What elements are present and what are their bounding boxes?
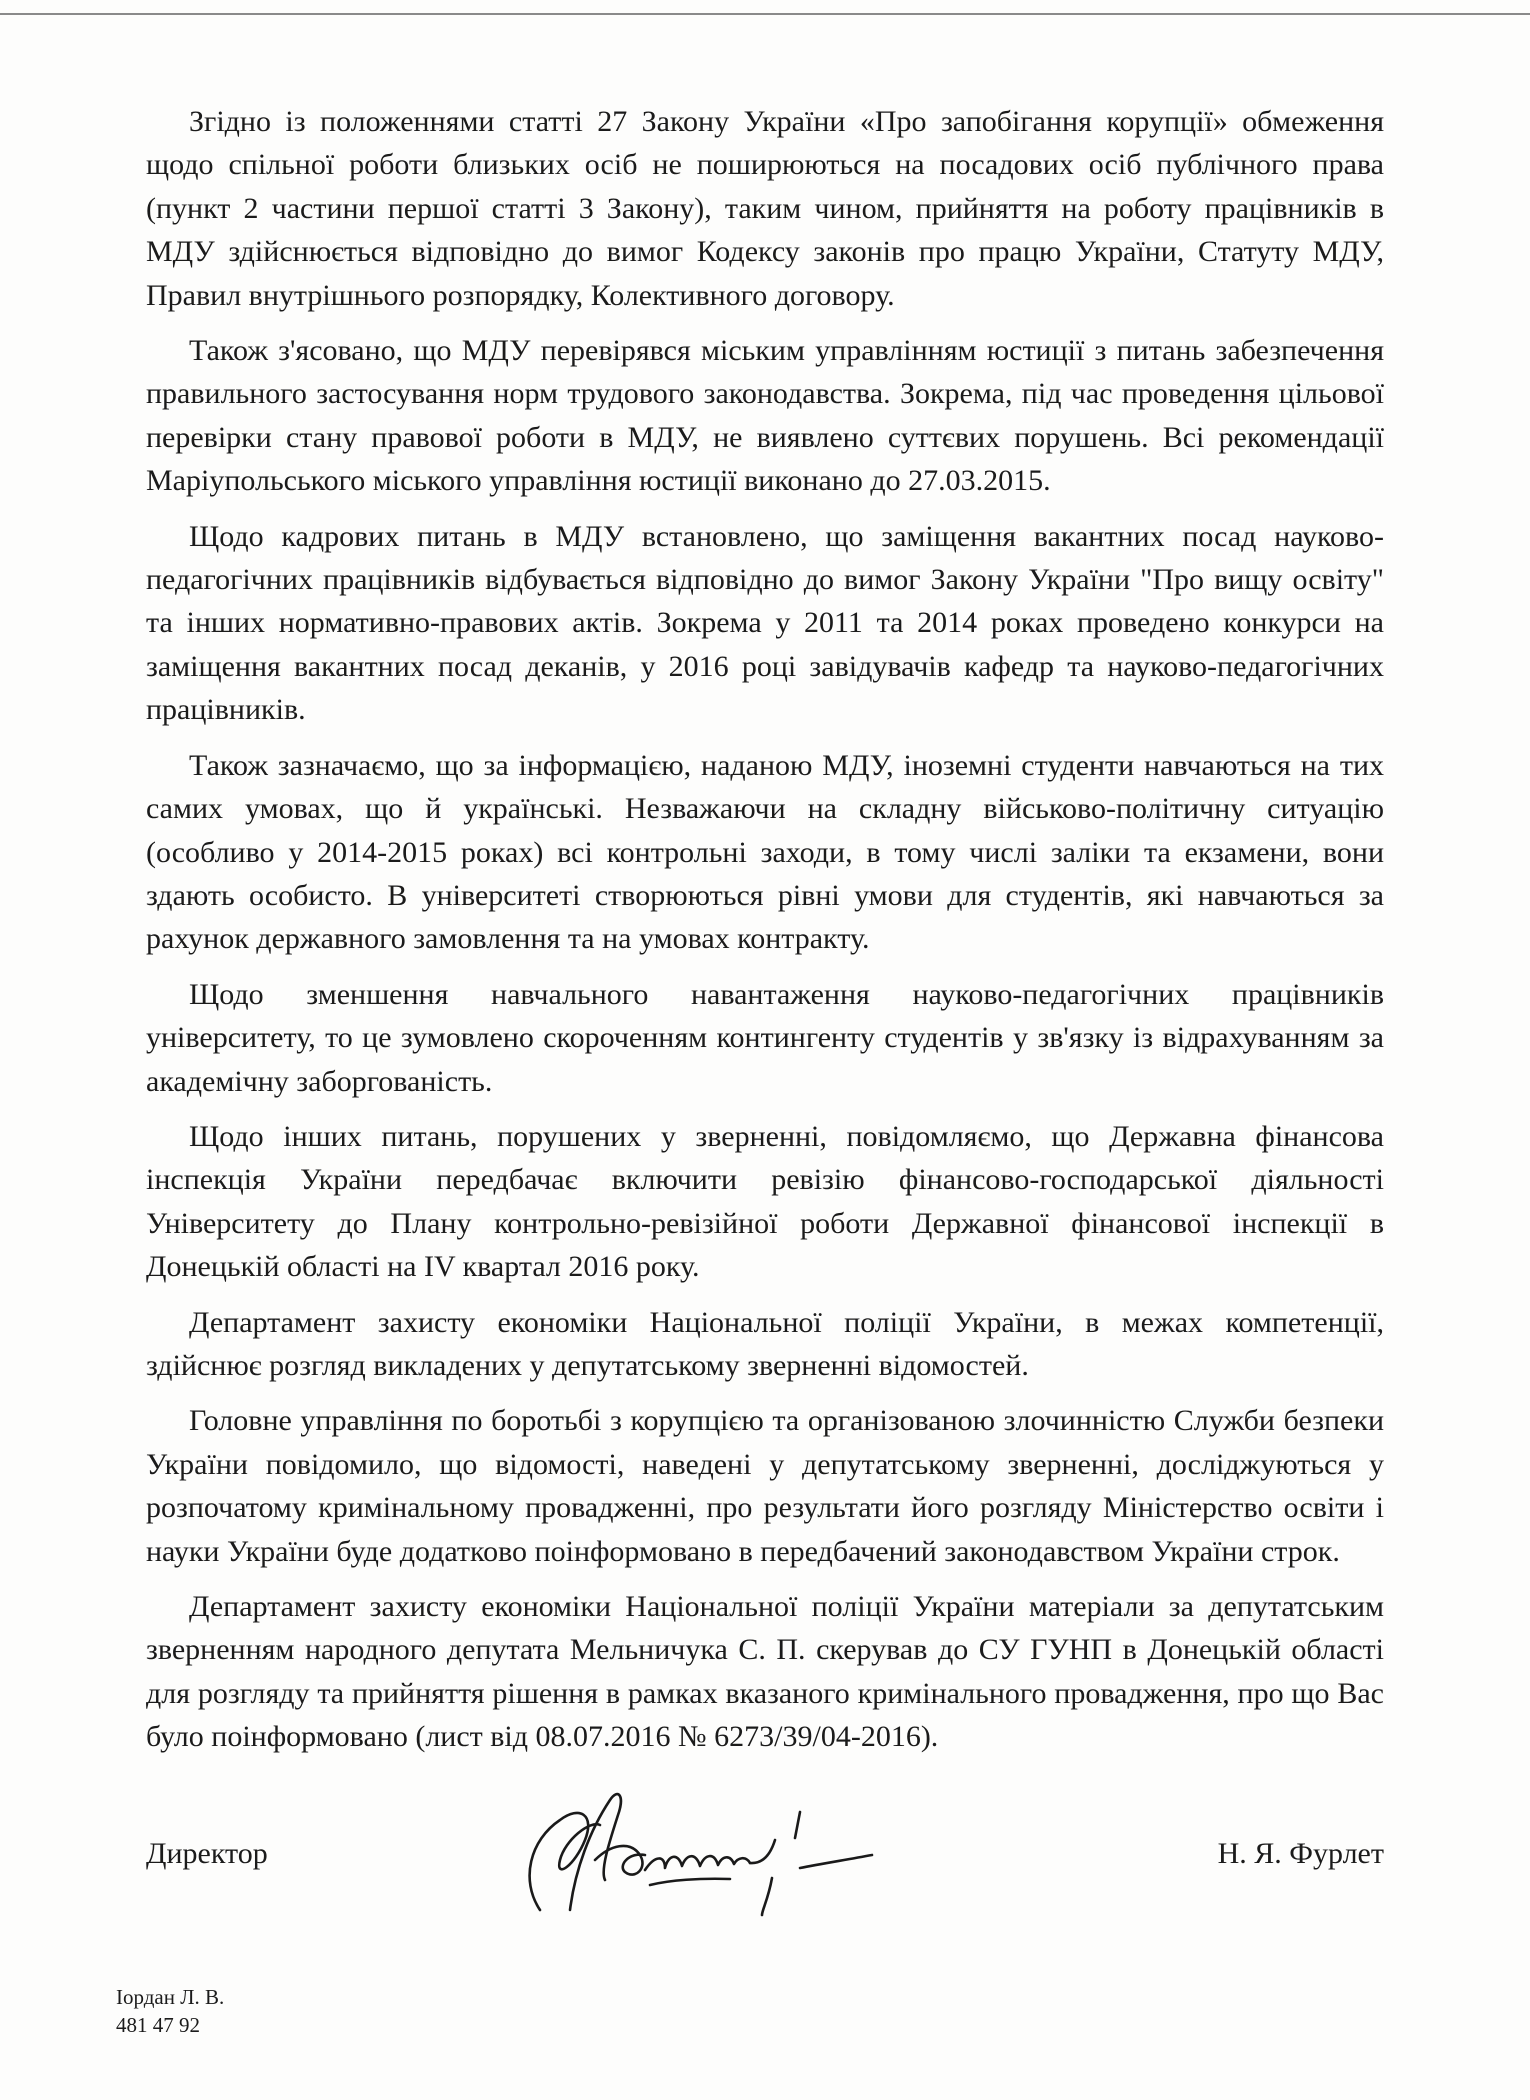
paragraph-5: Щодо зменшення навчального навантаження науково-педагогічних працівників університету, то це зумовлено скороченням контингенту студентів у зв'язку із відрахуванням за академічну заборгованість. [146,977,1384,1098]
handwritten-signature [500,1760,880,1930]
letter-body [146,100,1384,1771]
paragraph-7: Департамент захисту економіки Національної поліції України, в межах компетенції, здійснює розгляд викладених у депутатському зверненні відомостей. [146,1305,1384,1382]
paragraph-3: Щодо кадрових питань в МДУ встановлено, що заміщення вакантних посад науково-педагогічних працівників відбувається відповідно до вимог Закону України "Про вищу освіту" та інших нормативно-правових актів. Зокрема у 2011 та 2014 роках проведено конкурси на заміщення вакантних посад деканів, у 2016 році завідувачів кафедр та науково-педагогічних працівників. [146,519,1384,727]
executor-phone: 481 47 92 [116,2013,200,2037]
paragraph-1: Згідно із положеннями статті 27 Закону України «Про запобігання корупції» обмеження щодо спільної роботи близьких осіб не поширюються на посадових осіб публічного права (пункт 2 частини першої статті 3 Закону), таким чином, прийняття на роботу працівників в МДУ здійснюється відповідно до вимог Кодексу законів про працю України, Статуту МДУ, Правил внутрішнього розпорядку, Колективного договору. [146,105,1384,312]
signer-name: Н. Я. Фурлет [1217,1837,1384,1870]
paragraph-6: Щодо інших питань, порушених у зверненні, повідомляємо, що Державна фінансова інспекція України передбачає включити ревізію фінансово-господарської діяльності Університету до Плану контрольно-ревізійної роботи Державної фінансової інспекції в Донецькій області на IV квартал 2016 року. [146,1119,1384,1284]
paragraph-2: Також з'ясовано, що МДУ перевірявся міським управлінням юстиції з питань забезпечення правильного застосування норм трудового законодавства. Зокрема, під час проведення цільової перевірки стану правової роботи в МДУ, не виявлено суттєвих порушень. Всі рекомендації Маріупольського міського управління юстиції виконано до 27.03.2015. [146,334,1384,498]
executor-name: Іордан Л. В. [116,1985,225,2009]
paragraph-8: Головне управління по боротьбі з корупцією та організованою злочинністю Служби безпеки України повідомило, що відомості, наведені у депутатському зверненні, досліджуються у розпочатому кримінальному провадженні, про результати його розгляду Міністерство освіти і науки України буде додатково поінформовано в передбачений законодавством України строк. [146,1404,1384,1568]
paragraph-9: Департамент захисту економіки Національної поліції України матеріали за депутатським зверненням народного депутата Мельничука С. П. скерував до СУ ГУНП в Донецькій області для розгляду та прийняття рішення в рамках вказаного кримінального провадження, про що Вас було поінформовано (лист від 08.07.2016 № 6273/39/04-2016). [146,1590,1384,1754]
signer-title: Директор [146,1837,268,1870]
footer-executor-info [116,1983,224,2039]
paragraph-4: Також зазначаємо, що за інформацією, наданою МДУ, іноземні студенти навчаються на тих самих умовах, що й українські. Незважаючи на складну військово-політичну ситуацію (особливо у 2014-2015 роках) всі контрольні заходи, в тому числі заліки та екзамени, вони здають особисто. В університеті створюються рівні умови для студентів, які навчаються за рахунок державного замовлення та на умовах контракту. [146,748,1384,956]
top-rule [0,13,1530,15]
